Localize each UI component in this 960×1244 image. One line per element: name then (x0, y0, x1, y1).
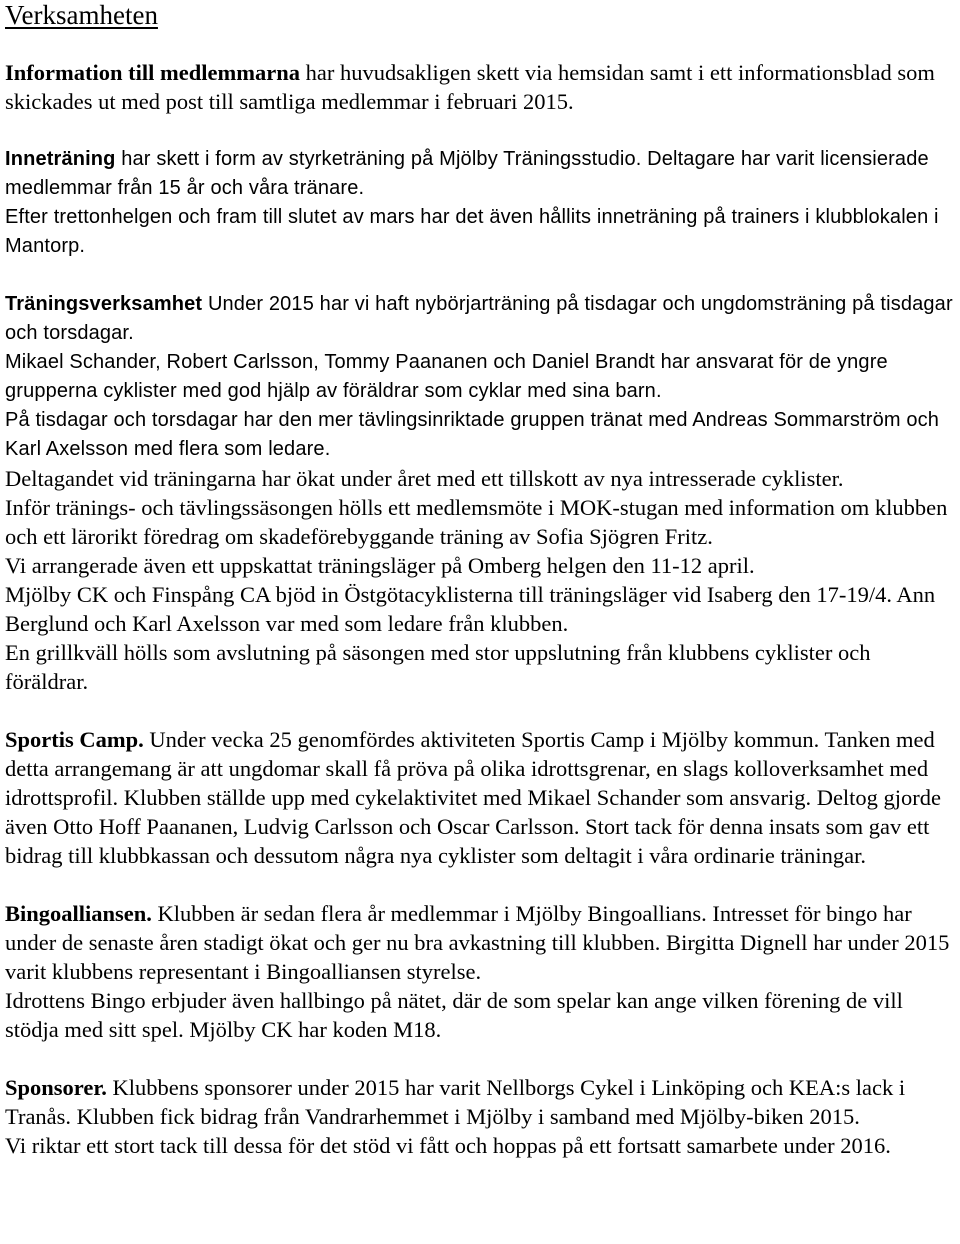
traningsverksamhet-omberg-camp: Vi arrangerade även ett uppskattat träningsläger på Omberg helgen den 11-12 april. (5, 553, 755, 578)
spacer (5, 261, 957, 290)
information-text: har huvudsakligen skett via hemsidan samt i ett informationsblad som skickades ut med post till samtliga medlemmar i februari 2015. (5, 60, 935, 114)
bingo-hallbingo: Idrottens Bingo erbjuder även hallbingo på nätet, där de som spelar kan ange vilken förening de vill stödja med sitt spel. Mjölby CK har koden M18. (5, 988, 903, 1042)
sponsorer-thanks: Vi riktar ett stort tack till dessa för det stöd vi fått och hoppas på ett fortsatt samarbete under 2016. (5, 1133, 891, 1158)
bingo-heading: Bingoalliansen. (5, 901, 152, 926)
information-heading: Information till medlemmarna (5, 60, 300, 85)
information-paragraph (5, 58, 957, 116)
traningsverksamhet-paragraph (5, 290, 957, 348)
innetraning-paragraph-2: Efter trettonhelgen och fram till slutet av mars har det även hållits inneträning på trainers i klubblokalen i Mantorp. (5, 206, 939, 257)
innetraning-heading: Inneträning (5, 148, 116, 170)
traningsverksamhet-grill-evening: En grillkväll hölls som avslutning på säsongen med stor uppslutning från klubbens cyklister och föräldrar. (5, 640, 871, 694)
innetraning-paragraph (5, 145, 957, 203)
traningsverksamhet-text: Under 2015 har vi haft nybörjarträning på tisdagar och ungdomsträning på tisdagar och torsdagar. (5, 293, 953, 344)
spacer (5, 696, 957, 725)
traningsverksamhet-participation: Deltagandet vid träningarna har ökat under året med ett tillskott av nya intresserade cyklister. (5, 466, 844, 491)
sponsorer-text: Klubbens sponsorer under 2015 har varit Nellborgs Cykel i Linköping och KEA:s lack i Tranås. Klubben fick bidrag från Vandrarhemmet i Mjölby i samband med Mjölby-biken 2015. (5, 1075, 906, 1129)
innetraning-text: har skett i form av styrketräning på Mjölby Träningsstudio. Deltagare har varit licensierade medlemmar från 15 år och våra tränare. (5, 148, 929, 199)
sportis-text: Under vecka 25 genomfördes aktiviteten Sportis Camp i Mjölby kommun. Tanken med detta arrangemang är att ungdomar skall få pröva på olika idrottsgrenar, en slags kolloverksamhet med idrottsprofil. Klubben ställde upp med cykelaktivitet med Mikael Schander som ansvarig. Deltog gjorde även Otto Hoff Paananen, Ludvig Carlsson och Oscar Carlsson. Stort tack för denna insats som gav ett bidrag till klubbkassan och dessutom några nya cyklister som deltagit i våra ordinarie träningar. (5, 727, 942, 868)
traningsverksamhet-member-meeting: Inför tränings- och tävlingssäsongen hölls ett medlemsmöte i MOK-stugan med information om klubben och ett lärorikt föredrag om skadeförebyggande träning av Sofia Sjögren Fritz. (5, 495, 948, 549)
spacer (5, 1044, 957, 1073)
spacer (5, 870, 957, 899)
traningsverksamhet-heading: Träningsverksamhet (5, 293, 203, 315)
spacer (5, 116, 957, 145)
sponsorer-heading: Sponsorer. (5, 1075, 107, 1100)
sponsorer-paragraph (5, 1073, 957, 1131)
traningsverksamhet-leaders: Mikael Schander, Robert Carlsson, Tommy Paananen och Daniel Brandt har ansvarat för de yngre grupperna cyklister med god hjälp av föräldrar som cyklar med sina barn. (5, 351, 888, 402)
sportis-paragraph (5, 725, 957, 870)
sportis-heading: Sportis Camp. (5, 727, 144, 752)
spacer (5, 30, 957, 58)
bingo-text: Klubben är sedan flera år medlemmar i Mjölby Bingoallians. Intresset för bingo har under de senaste åren stadigt ökat och ger nu bra avkastning till klubben. Birgitta Dignell har under 2015 varit klubbens representant i Bingoalliansen styrelse. (5, 901, 950, 984)
bingo-paragraph (5, 899, 957, 986)
page-title: Verksamheten (5, 0, 158, 30)
traningsverksamhet-isaberg-camp: Mjölby CK och Finspång CA bjöd in Östgötacyklisterna till träningsläger vid Isaberg den 17-19/4. Ann Berglund och Karl Axelsson var med som ledare från klubben. (5, 582, 936, 636)
document-page (5, 0, 957, 1160)
traningsverksamhet-competition-group: På tisdagar och torsdagar har den mer tävlingsinriktade gruppen tränat med Andreas Sommarström och Karl Axelsson med flera som ledare. (5, 409, 940, 460)
